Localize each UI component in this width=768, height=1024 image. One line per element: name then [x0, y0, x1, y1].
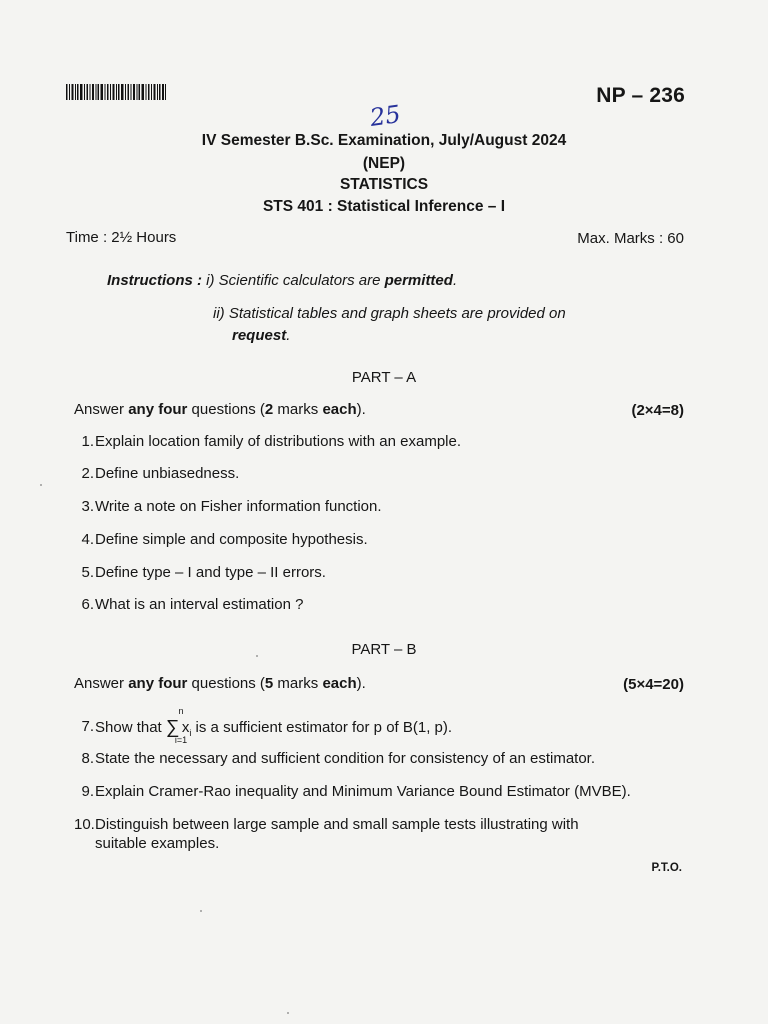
question-text: State the necessary and sufficient condition for consistency of an estimator. [95, 750, 596, 767]
handwritten-score: 25 [368, 100, 403, 132]
math-subscript: i [189, 728, 192, 738]
question-3 [74, 497, 674, 516]
summation-lower: i=1 [174, 735, 188, 745]
question-2 [74, 464, 674, 483]
instruction-two-bold: request [232, 327, 287, 344]
instruction-one-bold: permitted [384, 272, 453, 289]
part-a-instruction-text: questions ( [187, 401, 265, 418]
question-8 [74, 749, 674, 768]
question-text: Explain location family of distributions with an example. [95, 433, 462, 450]
question-number: 9. [81, 783, 94, 800]
question-text: What is an interval estimation ? [95, 596, 304, 613]
part-a-instruction-bold: 2 [264, 401, 274, 418]
part-a-instruction-text: Answer [74, 401, 129, 418]
page-turn-note: P.T.O. [651, 862, 682, 874]
part-a-instruction [74, 401, 366, 418]
instruction-two [213, 303, 633, 347]
question-1 [74, 432, 674, 451]
time-allowed: Time : 2½ Hours [66, 229, 177, 246]
instruction-two-text: ii) Statistical tables and graph sheets are provided on [213, 305, 566, 322]
question-number: 5. [81, 564, 94, 581]
question-number: 8. [81, 750, 94, 767]
part-b-instruction-text: ). [356, 675, 366, 692]
question-text: Define type – I and type – II errors. [95, 564, 326, 581]
part-b-instruction-text: Answer [74, 675, 129, 692]
scan-speck [287, 1012, 289, 1014]
part-a-instruction-bold: each [322, 401, 357, 418]
scan-speck [40, 484, 42, 486]
question-number: 4. [81, 531, 94, 548]
instruction-two-end: . [286, 327, 291, 344]
max-marks: Max. Marks : 60 [577, 230, 684, 247]
question-number: 1. [81, 433, 94, 450]
part-b-instruction-bold: each [322, 675, 357, 692]
instruction-one-text: i) Scientific calculators are [202, 272, 385, 289]
question-text: Distinguish between large sample and small sample tests illustrating with suitable examples. [95, 816, 579, 852]
question-text: Explain Cramer-Rao inequality and Minimum Variance Bound Estimator (MVBE). [95, 783, 631, 800]
part-b-instruction [74, 675, 366, 692]
part-a-heading: PART – A [351, 369, 417, 386]
instructions-label: Instructions : [107, 272, 203, 289]
summation-upper: n [178, 706, 184, 716]
exam-subject: STATISTICS [339, 176, 429, 193]
question-6 [74, 595, 674, 614]
instruction-one-end: . [452, 272, 458, 289]
question-text: Define unbiasedness. [95, 465, 240, 482]
question-9 [74, 782, 674, 801]
question-number: 2. [81, 465, 94, 482]
part-a-instruction-bold: any four [128, 401, 188, 418]
barcode [66, 84, 166, 100]
question-4 [74, 530, 674, 549]
question-5 [74, 563, 674, 582]
question-number: 10. [74, 816, 95, 833]
math-variable: x [181, 719, 190, 736]
scan-speck [200, 910, 202, 912]
part-b-instruction-bold: any four [128, 675, 188, 692]
question-number: 7. [81, 718, 94, 735]
part-b-marks-scheme: (5×4=20) [623, 676, 684, 693]
question-10 [74, 815, 674, 852]
summation-symbol: ∑ [165, 717, 180, 738]
exam-paper-title: STS 401 : Statistical Inference – I [262, 198, 506, 215]
part-b-heading: PART – B [351, 641, 417, 658]
summation-limits [174, 707, 188, 745]
instruction-one [107, 272, 457, 289]
question-7 [74, 717, 674, 736]
part-a-instruction-text: marks [273, 401, 323, 418]
part-b-instruction-text: questions ( [187, 675, 265, 692]
question-text-part: is a sufficient estimator for p of B(1, p). [191, 719, 453, 736]
part-b-instruction-text: marks [273, 675, 323, 692]
question-text: Define simple and composite hypothesis. [95, 531, 368, 548]
question-text: Write a note on Fisher information function. [95, 498, 382, 515]
question-number: 3. [81, 498, 94, 515]
paper-code: NP – 236 [596, 84, 685, 107]
part-b-instruction-bold: 5 [264, 675, 274, 692]
part-a-marks-scheme: (2×4=8) [631, 402, 684, 419]
scan-speck [256, 655, 258, 657]
exam-title: IV Semester B.Sc. Examination, July/August 2024 [201, 132, 567, 149]
part-a-instruction-text: ). [356, 401, 366, 418]
exam-scheme: (NEP) [362, 155, 406, 172]
question-number: 6. [81, 596, 94, 613]
question-text-part: Show that [95, 719, 166, 736]
